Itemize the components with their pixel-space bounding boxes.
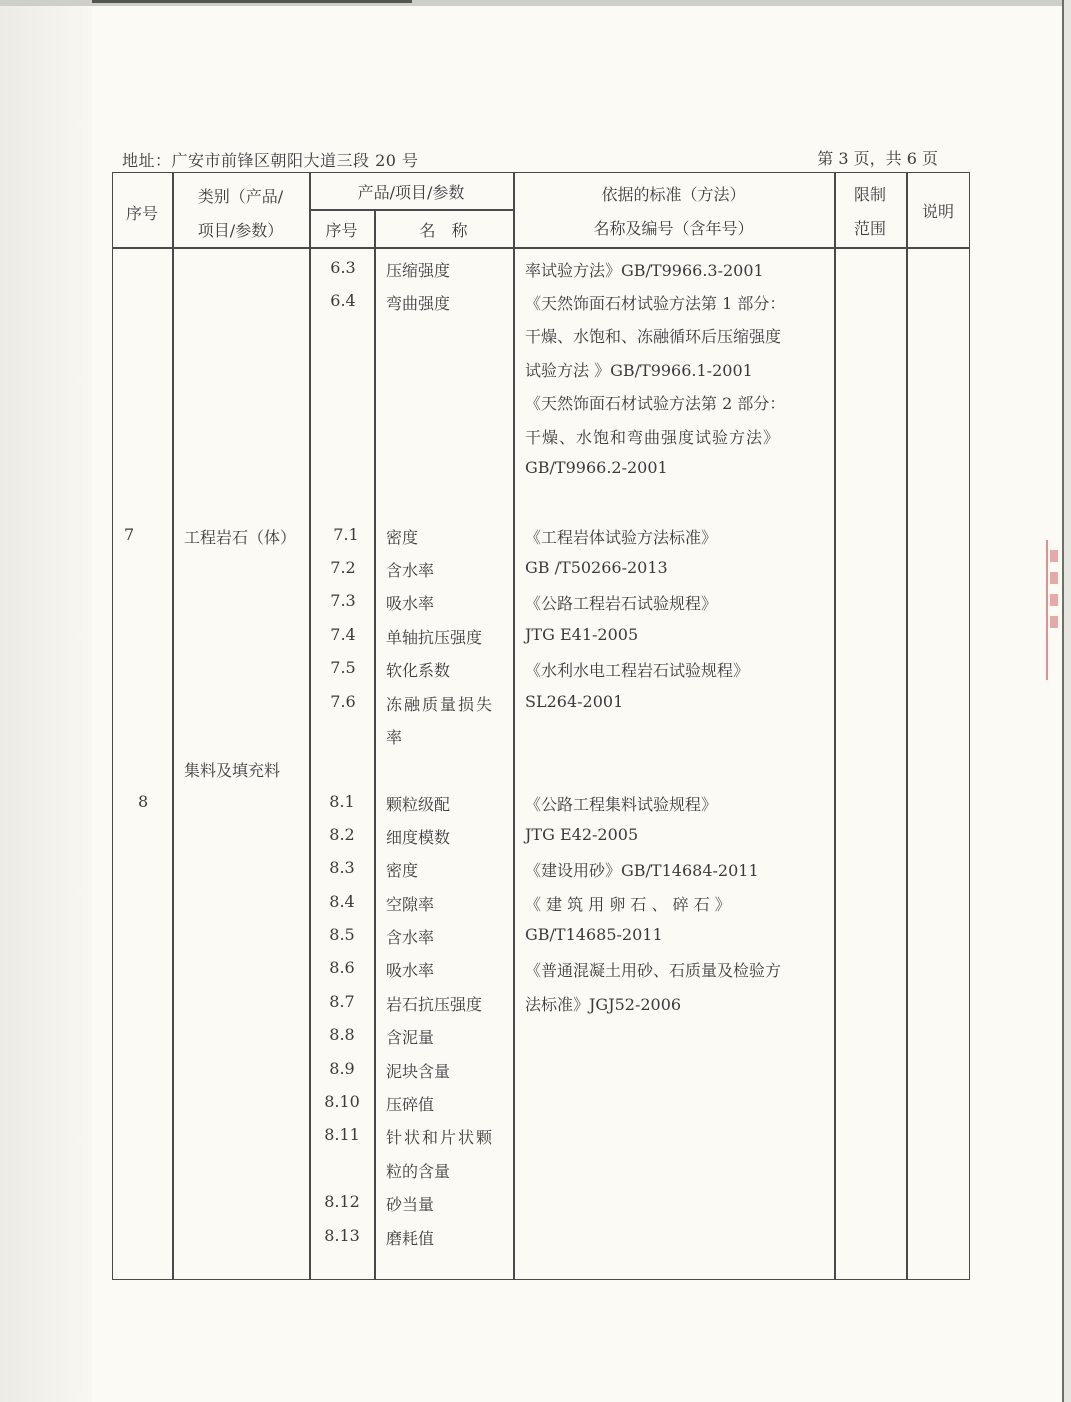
item-name: 岩石抗压强度 [386, 995, 483, 1014]
header-standard-line2: 名称及编号（含年号） [593, 219, 754, 238]
standard-line: 干燥、水饱和弯曲强度试验方法》 [525, 428, 781, 447]
standard-line: GB /T50266-2013 [525, 558, 668, 577]
item-name: 含泥量 [386, 1028, 435, 1047]
scan-left-margin [0, 0, 92, 1402]
standard-line: GB/T14685-2011 [525, 925, 663, 944]
item-number: 8.11 [324, 1125, 360, 1144]
item-name: 吸水率 [386, 594, 435, 613]
item-name: 含水率 [386, 928, 435, 947]
header-standard-line1: 依据的标准（方法） [601, 185, 746, 204]
standard-line: 《普通混凝土用砂、石质量及检验方 [525, 961, 782, 980]
standard-line: 《建设用砂》GB/T14684-2011 [525, 861, 759, 880]
item-number: 8.8 [329, 1025, 355, 1044]
standard-line: JTG E41-2005 [525, 625, 639, 644]
item-name: 吸水率 [386, 961, 435, 980]
item-name: 弯曲强度 [386, 294, 451, 313]
header-limit-line2: 范围 [853, 219, 886, 238]
standard-line: SL264-2001 [525, 692, 624, 711]
standard-line: 《公路工程岩石试验规程》 [525, 594, 718, 613]
header-name: 名 称 [419, 221, 468, 240]
item-name: 细度模数 [386, 828, 451, 847]
table-vline [834, 172, 836, 1280]
header-note: 说明 [921, 202, 954, 221]
item-number: 8.6 [329, 958, 355, 977]
item-name: 压碎值 [386, 1095, 435, 1114]
page-indicator: 第 3 页，共 6 页 [817, 149, 938, 168]
standard-line: 《公路工程集料试验规程》 [525, 795, 718, 814]
standard-line: 《水利水电工程岩石试验规程》 [525, 661, 750, 680]
header-category-line2: 项目/参数） [197, 221, 284, 240]
standard-line: GB/T9966.2-2001 [525, 458, 668, 477]
item-number: 8.12 [324, 1192, 360, 1211]
item-name: 含水率 [386, 561, 435, 580]
item-number: 7.6 [330, 692, 356, 711]
table-vline [309, 172, 311, 1280]
item-name-continued: 率 [386, 728, 403, 747]
item-number: 8.13 [324, 1226, 360, 1245]
item-number: 8.5 [329, 925, 355, 944]
standard-line: 率试验方法》GB/T9966.3-2001 [525, 261, 764, 280]
item-number: 8.10 [324, 1092, 360, 1111]
table-vline [906, 172, 908, 1280]
item-number: 8.7 [329, 992, 355, 1011]
item-name: 密度 [386, 528, 419, 547]
header-product-group: 产品/项目/参数 [357, 183, 465, 202]
item-number: 7.1 [333, 525, 359, 544]
header-category-line1: 类别（产品/ [197, 187, 284, 206]
scan-top-edge-dark [92, 0, 412, 3]
item-name: 空隙率 [386, 895, 435, 914]
standard-line: 《工程岩体试验方法标准》 [525, 528, 718, 547]
standard-line: JTG E42-2005 [525, 825, 639, 844]
item-number: 8.2 [329, 825, 355, 844]
item-number: 6.3 [330, 258, 356, 277]
standard-line: 《天然饰面石材试验方法第 2 部分： [525, 394, 786, 413]
item-name: 密度 [386, 861, 419, 880]
item-number: 8.4 [329, 892, 355, 911]
standard-line: 《天然饰面石材试验方法第 1 部分： [525, 294, 786, 313]
standard-line: 法标准》JGJ52-2006 [525, 995, 682, 1014]
item-number: 7.4 [330, 625, 356, 644]
category-seq: 8 [138, 792, 149, 811]
table-vline [513, 172, 515, 1280]
item-name: 泥块含量 [386, 1062, 451, 1081]
item-name-continued: 粒的含量 [386, 1162, 451, 1181]
seal-stamp-fragment [1046, 540, 1062, 680]
category-name: 集料及填充料 [184, 761, 281, 780]
item-number: 6.4 [330, 291, 356, 310]
scan-right-line [1062, 0, 1064, 1402]
item-name: 针状和片状颗 [386, 1128, 495, 1147]
item-number: 8.3 [329, 858, 355, 877]
item-number: 7.3 [330, 591, 356, 610]
category-seq: 7 [124, 525, 135, 544]
item-number: 8.1 [329, 792, 355, 811]
item-name: 压缩强度 [386, 261, 451, 280]
item-number: 8.9 [329, 1059, 355, 1078]
item-name: 砂当量 [386, 1195, 435, 1214]
category-name: 工程岩石（体） [184, 528, 297, 547]
item-number: 7.2 [330, 558, 356, 577]
standard-line: 干燥、水饱和、冻融循环后压缩强度 [525, 327, 782, 346]
header-seq: 序号 [125, 204, 158, 223]
header-limit-line1: 限制 [853, 185, 886, 204]
header-sub-seq: 序号 [325, 221, 358, 240]
standard-line: 《 建 筑 用 卵 石 、 碎 石 》 [525, 895, 731, 914]
item-name: 磨耗值 [386, 1229, 435, 1248]
item-number: 7.5 [330, 658, 356, 677]
table-vline [172, 172, 174, 1280]
standard-line: 试验方法 》GB/T9966.1-2001 [525, 361, 753, 380]
table-vline [374, 210, 376, 1280]
item-name: 软化系数 [386, 661, 451, 680]
item-name: 单轴抗压强度 [386, 628, 483, 647]
item-name: 颗粒级配 [386, 795, 451, 814]
address-header: 地址：广安市前锋区朝阳大道三段 20 号 [122, 151, 419, 170]
item-name: 冻融质量损失 [386, 695, 495, 714]
